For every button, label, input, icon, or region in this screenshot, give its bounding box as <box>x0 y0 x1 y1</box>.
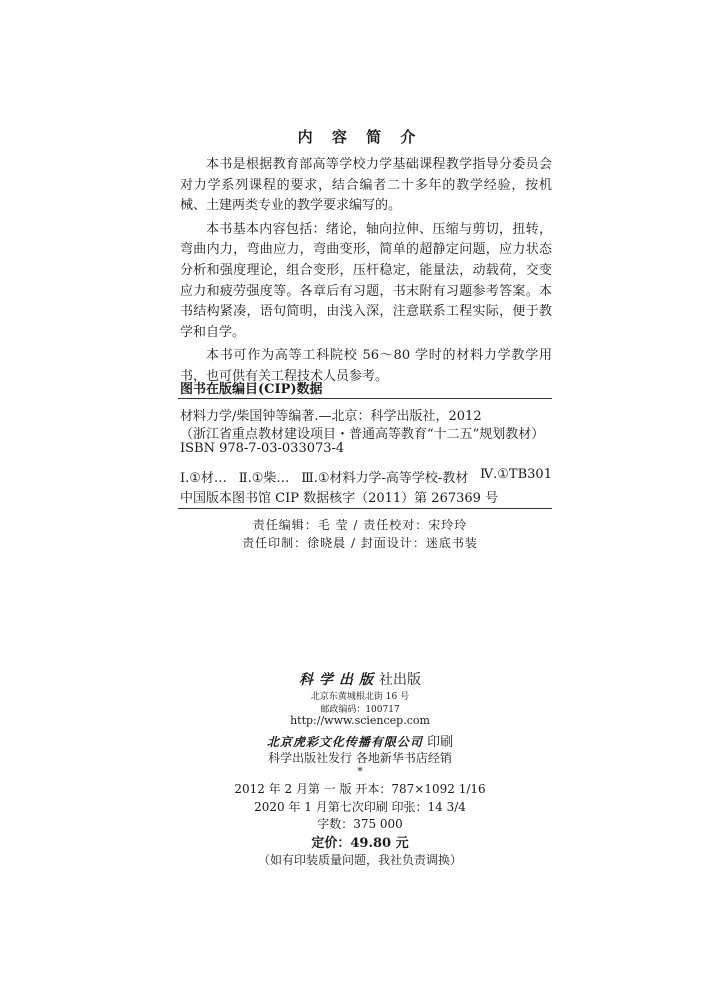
separator-star: * <box>357 765 363 778</box>
staff-line-1: 责任编辑：毛 莹 / 责任校对：宋玲玲 <box>252 518 468 532</box>
cip-line-1: 材料力学/柴国钟等编著.—北京：科学出版社，2012 <box>180 409 482 424</box>
class-item-4: Ⅳ.①TB301 <box>480 467 552 482</box>
class-item-3: Ⅲ.①材料力学-高等学校-教材 <box>301 471 469 486</box>
quality-notice: （如有印装质量问题，我社负责调换） <box>257 853 462 867</box>
printing-line: 2020 年 1 月第七次印刷 印张：14 3/4 <box>254 800 466 814</box>
distribution-line: 科学出版社发行 各地新华书店经销 <box>268 751 452 765</box>
cip-bottom-rule <box>178 508 552 509</box>
publisher-url: http://www.sciencep.com <box>290 714 430 727</box>
publisher-seal: 科学出版 <box>299 672 379 688</box>
publisher-suffix: 社出版 <box>379 672 421 688</box>
printer-seal: 北京虎彩文化传播有限公司 <box>266 735 423 749</box>
cip-record: 中国版本图书馆 CIP 数据核字（2011）第 267369 号 <box>180 491 499 506</box>
word-count: 字数：375 000 <box>317 817 403 831</box>
class-item-2: Ⅱ.①柴… <box>238 471 290 486</box>
cip-top-rule <box>178 398 552 399</box>
class-item-1: Ⅰ.①材… <box>180 471 227 486</box>
staff-line-2: 责任印制：徐晓晨 / 封面设计：迷底书装 <box>242 536 478 550</box>
intro-paragraph-1: 本书是根据教育部高等学校力学基础课程教学指导分委员会对力学系列课程的要求，结合编者二十多年的教学经验，按机械、土建两类专业的教学要求编写的。 <box>180 157 552 214</box>
price: 定价：49.80 元 <box>311 836 409 851</box>
publisher-address: 北京东黄城根北街 16 号 <box>310 692 410 702</box>
intro-paragraph-3: 本书可作为高等工科院校 56～80 学时的材料力学教学用书，也可供有关工程技术人员参考。 <box>180 348 552 384</box>
intro-body <box>180 155 552 391</box>
printer-line <box>0 731 720 750</box>
printer-suffix: 印刷 <box>427 735 454 750</box>
cip-line-2: （浙江省重点教材建设项目・普通高等教育“十二五”规划教材） <box>180 427 545 442</box>
publisher-postcode: 邮政编码：100717 <box>320 705 400 715</box>
intro-title: 内 容 简 介 <box>297 128 423 146</box>
cip-heading: 图书在版编目(CIP)数据 <box>180 382 323 397</box>
publisher-name <box>0 669 720 689</box>
edition-line: 2012 年 2 月第 一 版 开本：787×1092 1/16 <box>234 782 486 796</box>
cip-classification <box>180 467 552 486</box>
cip-isbn: ISBN 978-7-03-033073-4 <box>180 441 345 456</box>
intro-paragraph-2: 本书基本内容包括：绪论，轴向拉伸、压缩与剪切，扭转，弯曲内力，弯曲应力，弯曲变形，简单的超静定问题，应力状态分析和强度理论，组合变形，压杆稳定，能量法，动载荷，交变应力和疲劳强度等。各章后有习题，书末附有习题参考答案。本书结构紧凑，语句简明，由浅入深，注意联系工程实际，便于教学和自学。 <box>180 221 552 340</box>
